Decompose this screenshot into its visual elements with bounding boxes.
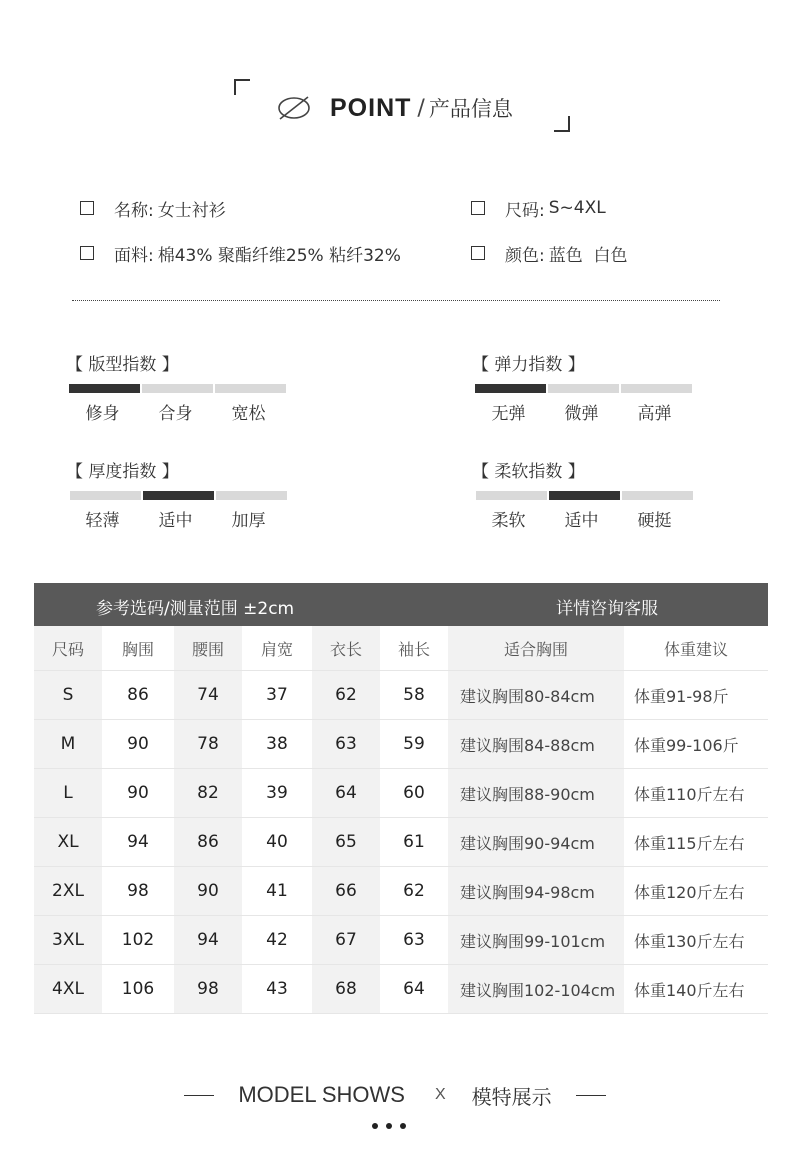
table-row (34, 867, 768, 916)
index-fit (66, 350, 288, 424)
table-cell: 建议胸围80-84cm (448, 671, 624, 720)
table-cell: 106 (102, 965, 174, 1014)
model-shows-chinese: 模特展示 (471, 1084, 552, 1109)
table-cell: 38 (242, 720, 312, 769)
index-option: 硬挺 (637, 511, 672, 531)
index-bar-segment (142, 384, 213, 393)
index-option: 适中 (564, 511, 599, 531)
table-cell: 37 (242, 671, 312, 720)
index-title: 【 弹力指数 】 (472, 355, 585, 375)
index-option: 宽松 (231, 404, 266, 424)
table-cell: 58 (380, 671, 448, 720)
title-chinese: 产品信息 (428, 97, 513, 121)
spec-label: 尺码: (505, 200, 545, 221)
column-header: 胸围 (102, 626, 174, 671)
table-cell: 39 (242, 769, 312, 818)
index-bar-segment (215, 384, 286, 393)
table-cell: 64 (312, 769, 380, 818)
spec-value: 女士衬衫 (157, 200, 226, 221)
corner-bracket-top-left (234, 79, 250, 95)
table-cell: 90 (102, 769, 174, 818)
table-cell: 63 (380, 916, 448, 965)
table-cell: 建议胸围90-94cm (448, 818, 624, 867)
checkbox-square-icon (471, 246, 485, 260)
index-bar-segment (216, 491, 287, 500)
table-cell: 建议胸围88-90cm (448, 769, 624, 818)
index-option: 柔软 (491, 511, 526, 531)
table-cell: XL (34, 818, 102, 867)
checkbox-square-icon (80, 201, 94, 215)
spec-fabric (80, 241, 401, 265)
size-table-banner-right: 详情咨询客服 (556, 599, 658, 619)
table-row (34, 769, 768, 818)
table-cell: 42 (242, 916, 312, 965)
table-row (34, 720, 768, 769)
dot-icon (372, 1123, 378, 1129)
index-title: 【 厚度指数 】 (66, 462, 179, 482)
index-option: 修身 (85, 404, 120, 424)
index-option: 加厚 (231, 511, 266, 531)
column-header: 袖长 (380, 626, 448, 671)
model-shows-english: MODEL SHOWS (238, 1082, 405, 1107)
checkbox-square-icon (80, 246, 94, 260)
size-table-banner-left: 参考选码/测量范围 ±2cm (96, 599, 295, 619)
table-cell: 40 (242, 818, 312, 867)
table-row (34, 818, 768, 867)
table-row (34, 965, 768, 1014)
table-cell: 体重91-98斤 (624, 671, 768, 720)
column-header: 适合胸围 (448, 626, 624, 671)
table-cell: 3XL (34, 916, 102, 965)
index-title: 【 柔软指数 】 (472, 462, 585, 482)
table-cell: 体重130斤左右 (624, 916, 768, 965)
table-cell: 98 (174, 965, 242, 1014)
table-cell: 建议胸围94-98cm (448, 867, 624, 916)
table-cell: 102 (102, 916, 174, 965)
index-bar-segment (622, 491, 693, 500)
spec-value: S~4XL (548, 198, 606, 218)
index-bar-segment (548, 384, 619, 393)
table-cell: 65 (312, 818, 380, 867)
table-cell: 78 (174, 720, 242, 769)
dot-icon (386, 1123, 392, 1129)
spec-name (80, 196, 226, 220)
table-cell: 61 (380, 818, 448, 867)
table-cell: 94 (174, 916, 242, 965)
spec-value: 蓝色 白色 (548, 245, 628, 266)
table-cell: 64 (380, 965, 448, 1014)
table-cell: 98 (102, 867, 174, 916)
table-cell: 建议胸围99-101cm (448, 916, 624, 965)
table-cell: 62 (312, 671, 380, 720)
size-table-banner (34, 583, 768, 626)
table-cell: 67 (312, 916, 380, 965)
index-bar-segment (70, 491, 141, 500)
title-english: POINT (330, 93, 412, 122)
index-bar-segment (549, 491, 620, 500)
checkbox-square-icon (471, 201, 485, 215)
index-option: 轻薄 (85, 511, 120, 531)
model-shows-heading (0, 1080, 790, 1110)
dotted-divider (72, 300, 720, 301)
ellipsis-dots (372, 1123, 414, 1129)
index-option: 高弹 (637, 404, 672, 424)
index-thickness (66, 457, 289, 531)
table-cell: 43 (242, 965, 312, 1014)
table-cell: 60 (380, 769, 448, 818)
index-softness (472, 457, 695, 531)
table-cell: 86 (102, 671, 174, 720)
index-option: 适中 (158, 511, 193, 531)
index-bar-segment (69, 384, 140, 393)
table-cell: 63 (312, 720, 380, 769)
table-cell: 59 (380, 720, 448, 769)
section-title (276, 88, 513, 128)
index-bar (476, 491, 695, 500)
table-cell: 82 (174, 769, 242, 818)
table-cell: 74 (174, 671, 242, 720)
table-cell: 体重120斤左右 (624, 867, 768, 916)
column-header: 腰围 (174, 626, 242, 671)
table-cell: 94 (102, 818, 174, 867)
index-bar (70, 491, 289, 500)
table-cell: 体重99-106斤 (624, 720, 768, 769)
table-cell: 建议胸围84-88cm (448, 720, 624, 769)
table-cell: 体重140斤左右 (624, 965, 768, 1014)
index-bar (475, 384, 694, 393)
table-cell: 90 (102, 720, 174, 769)
index-bar-segment (143, 491, 214, 500)
table-cell: 体重110斤左右 (624, 769, 768, 818)
column-header: 肩宽 (242, 626, 312, 671)
size-table (34, 626, 768, 1014)
table-row (34, 671, 768, 720)
index-bar (69, 384, 288, 393)
table-cell: 41 (242, 867, 312, 916)
spec-label: 面料: (114, 245, 154, 266)
spec-label: 名称: (114, 200, 154, 221)
table-cell: 建议胸围102-104cm (448, 965, 624, 1014)
table-row (34, 916, 768, 965)
index-bar-segment (621, 384, 692, 393)
table-cell: 2XL (34, 867, 102, 916)
title-separator: / (417, 95, 425, 121)
table-cell: 4XL (34, 965, 102, 1014)
index-bar-segment (475, 384, 546, 393)
corner-bracket-bottom-right (554, 116, 570, 132)
column-header: 衣长 (312, 626, 380, 671)
table-cell: M (34, 720, 102, 769)
index-option: 微弹 (564, 404, 599, 424)
column-header: 尺码 (34, 626, 102, 671)
index-bar-segment (476, 491, 547, 500)
table-cell: S (34, 671, 102, 720)
index-elasticity (472, 350, 694, 424)
spec-color (471, 241, 628, 265)
index-option: 无弹 (491, 404, 526, 424)
table-cell: 体重115斤左右 (624, 818, 768, 867)
table-cell: L (34, 769, 102, 818)
table-cell: 68 (312, 965, 380, 1014)
table-cell: 62 (380, 867, 448, 916)
index-title: 【 版型指数 】 (66, 355, 179, 375)
size-table-header-row (34, 626, 768, 671)
table-cell: 86 (174, 818, 242, 867)
table-cell: 66 (312, 867, 380, 916)
heading-rule-left (184, 1095, 214, 1096)
column-header: 体重建议 (624, 626, 768, 671)
spec-label: 颜色: (505, 245, 545, 266)
table-cell: 90 (174, 867, 242, 916)
spec-size (471, 196, 606, 220)
model-shows-x: X (434, 1086, 446, 1103)
ban-circle-icon (276, 96, 312, 120)
heading-rule-right (576, 1095, 606, 1096)
spec-value: 棉43% 聚酯纤维25% 粘纤32% (157, 245, 401, 266)
dot-icon (400, 1123, 406, 1129)
index-option: 合身 (158, 404, 193, 424)
